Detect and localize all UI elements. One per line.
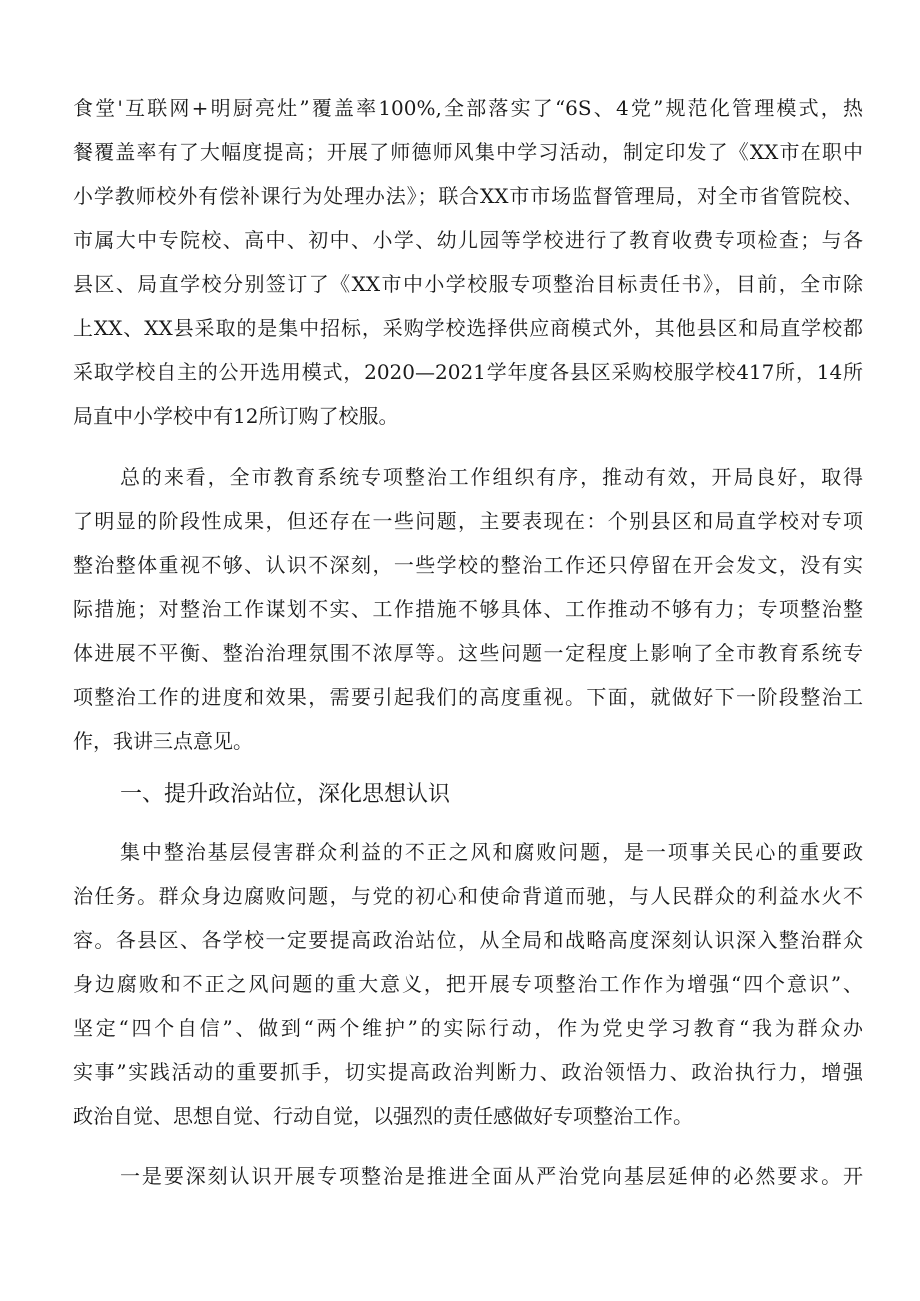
paragraph-line: 食堂'互联网+明厨亮灶”覆盖率100%,全部落实了“6S、4党”规范化管理模式，热 bbox=[73, 96, 863, 120]
paragraph-line: 作，我讲三点意见。 bbox=[73, 729, 253, 753]
paragraph-line: 县区、局直学校分别签订了《XX市中小学校服专项整治目标责任书》，目前，全市除 bbox=[73, 272, 863, 296]
paragraph-line: 项整治工作的进度和效果，需要引起我们的高度重视。下面，就做好下一阶段整治工 bbox=[73, 685, 863, 709]
paragraph-line: 一是要深刻认识开展专项整治是推进全面从严治党向基层延伸的必然要求。开 bbox=[120, 1164, 863, 1188]
paragraph-line: 上XX、XX县采取的是集中招标，采购学校选择供应商模式外，其他县区和局直学校都 bbox=[73, 316, 863, 340]
paragraph-line: 政治自觉、思想自觉、行动自觉，以强烈的责任感做好专项整治工作。 bbox=[73, 1104, 693, 1128]
paragraph-line: 局直中小学校中有12所订购了校服。 bbox=[73, 404, 399, 428]
paragraph-line: 了明显的阶段性成果，但还存在一些问题，主要表现在：个别县区和局直学校对专项 bbox=[73, 509, 863, 533]
paragraph-line: 坚定“四个自信”、做到“两个维护”的实际行动，作为党史学习教育“我为群众办 bbox=[73, 1016, 863, 1040]
paragraph-line: 容。各县区、各学校一定要提高政治站位，从全局和战略高度深刻认识深入整治群众 bbox=[73, 928, 863, 952]
paragraph-line: 总的来看，全市教育系统专项整治工作组织有序，推动有效，开局良好，取得 bbox=[120, 465, 863, 489]
section-heading: 一、提升政治站位，深化思想认识 bbox=[120, 782, 451, 807]
paragraph-line: 际措施；对整治工作谋划不实、工作措施不够具体、工作推动不够有力；专项整治整 bbox=[73, 597, 863, 621]
paragraph-line: 整治整体重视不够、认识不深刻，一些学校的整治工作还只停留在开会发文，没有实 bbox=[73, 553, 863, 577]
paragraph-line: 餐覆盖率有了大幅度提高；开展了师德师风集中学习活动，制定印发了《XX市在职中 bbox=[73, 140, 863, 164]
paragraph-line: 采取学校自主的公开选用模式，2020—2021学年度各县区采购校服学校417所，14所 bbox=[73, 360, 863, 384]
paragraph-line: 小学教师校外有偿补课行为处理办法》；联合XX市市场监督管理局，对全市省管院校、 bbox=[73, 184, 863, 208]
paragraph-line: 治任务。群众身边腐败问题，与党的初心和使命背道而驰，与人民群众的利益水火不 bbox=[73, 884, 863, 908]
paragraph-line: 体进展不平衡、整治治理氛围不浓厚等。这些问题一定程度上影响了全市教育系统专 bbox=[73, 641, 863, 665]
paragraph-line: 身边腐败和不正之风问题的重大意义，把开展专项整治工作作为增强“四个意识”、 bbox=[73, 972, 863, 996]
paragraph-line: 实事”实践活动的重要抓手，切实提高政治判断力、政治领悟力、政治执行力，增强 bbox=[73, 1060, 863, 1084]
paragraph-line: 市属大中专院校、高中、初中、小学、幼儿园等学校进行了教育收费专项检查；与各 bbox=[73, 228, 863, 252]
paragraph-line: 集中整治基层侵害群众利益的不正之风和腐败问题，是一项事关民心的重要政 bbox=[120, 840, 863, 864]
